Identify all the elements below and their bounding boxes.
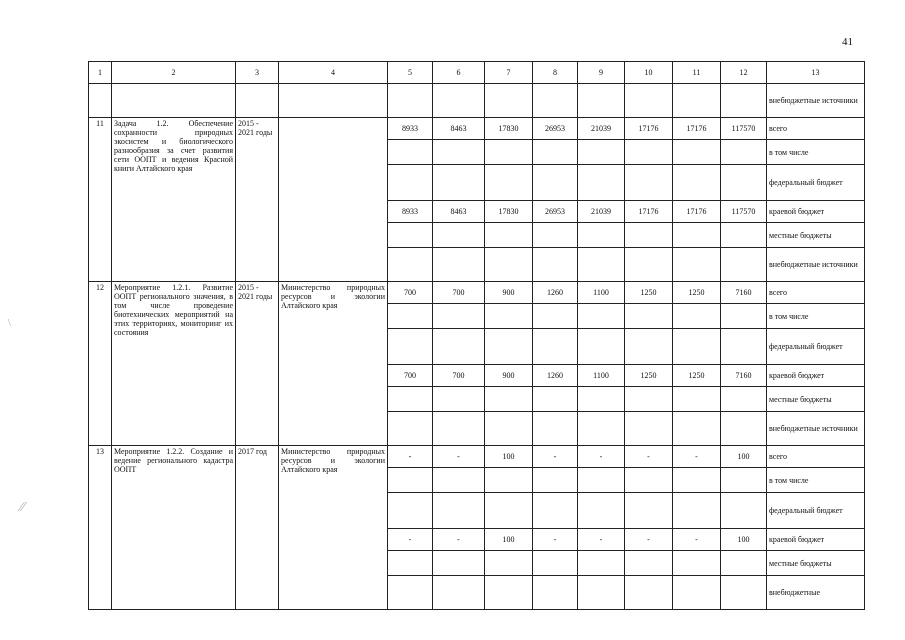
amount-cell: 900 — [485, 282, 533, 304]
amount-cell — [388, 493, 433, 529]
amount-cell: 100 — [485, 446, 533, 468]
amount-cell — [433, 576, 485, 610]
funding-source-label: федеральный бюджет — [767, 329, 865, 365]
amount-cell — [533, 248, 578, 282]
amount-cell: 700 — [433, 365, 485, 387]
amount-cell: 1250 — [673, 365, 721, 387]
column-header: 13 — [767, 62, 865, 84]
amount-cell — [673, 223, 721, 248]
executor: Министерство природных ресурсов и экологии Алтайского края — [279, 282, 388, 446]
column-header: 7 — [485, 62, 533, 84]
funding-source-label: внебюджетные источники — [767, 248, 865, 282]
amount-cell: - — [625, 446, 673, 468]
funding-source-label: краевой бюджет — [767, 365, 865, 387]
column-header: 6 — [433, 62, 485, 84]
amount-cell: - — [533, 529, 578, 551]
empty-cell — [485, 84, 533, 118]
amount-cell — [485, 493, 533, 529]
amount-cell — [388, 248, 433, 282]
amount-cell — [433, 329, 485, 365]
amount-cell — [388, 140, 433, 165]
amount-cell: 1260 — [533, 365, 578, 387]
amount-cell — [533, 165, 578, 201]
amount-cell — [721, 329, 767, 365]
amount-cell — [625, 140, 673, 165]
amount-cell — [485, 412, 533, 446]
funding-source-label: федеральный бюджет — [767, 493, 865, 529]
amount-cell — [625, 387, 673, 412]
amount-cell: 8463 — [433, 118, 485, 140]
amount-cell: 1250 — [625, 365, 673, 387]
amount-cell: 1250 — [673, 282, 721, 304]
amount-cell: 26953 — [533, 118, 578, 140]
funding-source-label: внебюджетные — [767, 576, 865, 610]
amount-cell — [485, 248, 533, 282]
funding-source-label: всего — [767, 282, 865, 304]
empty-cell — [433, 84, 485, 118]
amount-cell — [388, 304, 433, 329]
amount-cell: 900 — [485, 365, 533, 387]
amount-cell — [673, 493, 721, 529]
amount-cell — [433, 304, 485, 329]
amount-cell — [388, 165, 433, 201]
amount-cell — [625, 468, 673, 493]
column-header: 3 — [236, 62, 279, 84]
amount-cell — [533, 304, 578, 329]
amount-cell: - — [578, 529, 625, 551]
column-header: 11 — [673, 62, 721, 84]
activity-name: Мероприятие 1.2.2. Создание и ведение регионального кадастра ООПТ — [112, 446, 236, 610]
amount-cell: 1250 — [625, 282, 673, 304]
amount-cell — [578, 493, 625, 529]
amount-cell: - — [533, 446, 578, 468]
amount-cell: 700 — [388, 365, 433, 387]
amount-cell — [533, 468, 578, 493]
amount-cell: 8463 — [433, 201, 485, 223]
executor — [279, 118, 388, 282]
amount-cell — [578, 551, 625, 576]
amount-cell: 8933 — [388, 118, 433, 140]
amount-cell — [673, 576, 721, 610]
amount-cell — [433, 165, 485, 201]
amount-cell: 8933 — [388, 201, 433, 223]
row-index: 11 — [89, 118, 112, 282]
amount-cell — [673, 165, 721, 201]
amount-cell: 17176 — [673, 201, 721, 223]
column-header: 8 — [533, 62, 578, 84]
amount-cell — [533, 223, 578, 248]
table-row — [89, 118, 865, 140]
amount-cell — [533, 493, 578, 529]
amount-cell: 117570 — [721, 118, 767, 140]
amount-cell — [673, 412, 721, 446]
period: 2015 - 2021 годы — [236, 118, 279, 282]
amount-cell — [578, 468, 625, 493]
amount-cell — [388, 468, 433, 493]
funding-source-label: местные бюджеты — [767, 551, 865, 576]
amount-cell — [388, 387, 433, 412]
amount-cell — [433, 468, 485, 493]
amount-cell — [673, 468, 721, 493]
amount-cell: - — [673, 529, 721, 551]
amount-cell — [485, 304, 533, 329]
amount-cell — [721, 165, 767, 201]
amount-cell: 21039 — [578, 201, 625, 223]
amount-cell: 17176 — [625, 118, 673, 140]
amount-cell: 17830 — [485, 201, 533, 223]
carry-over-row — [89, 84, 865, 118]
empty-cell — [721, 84, 767, 118]
amount-cell: 117570 — [721, 201, 767, 223]
amount-cell — [433, 551, 485, 576]
amount-cell: - — [578, 446, 625, 468]
empty-cell — [112, 84, 236, 118]
amount-cell: 21039 — [578, 118, 625, 140]
amount-cell — [721, 412, 767, 446]
amount-cell — [388, 223, 433, 248]
activity-name: Задача 1.2. Обеспечение сохранности природных экосистем и биологического разнообразия за счет развития сети ООПТ и ведения Красной книги Алтайского края — [112, 118, 236, 282]
amount-cell — [485, 223, 533, 248]
table-body — [89, 62, 865, 610]
amount-cell — [578, 576, 625, 610]
empty-cell — [578, 84, 625, 118]
amount-cell — [625, 576, 673, 610]
amount-cell: 17176 — [673, 118, 721, 140]
amount-cell — [721, 248, 767, 282]
amount-cell — [433, 140, 485, 165]
funding-source-label: всего — [767, 118, 865, 140]
amount-cell — [433, 387, 485, 412]
amount-cell: 7160 — [721, 365, 767, 387]
column-header: 5 — [388, 62, 433, 84]
scan-artifact: ⁄⁄ — [20, 500, 25, 515]
amount-cell — [625, 329, 673, 365]
amount-cell — [485, 576, 533, 610]
amount-cell — [578, 248, 625, 282]
activity-name: Мероприятие 1.2.1. Развитие ООПТ регионального значения, в том числе проведение биотехнических мероприятий на этих территориях, мониторинг их состояния — [112, 282, 236, 446]
amount-cell — [533, 387, 578, 412]
amount-cell — [388, 551, 433, 576]
page-number: 41 — [842, 36, 853, 48]
empty-cell — [236, 84, 279, 118]
amount-cell: 26953 — [533, 201, 578, 223]
funding-source-label: в том числе — [767, 140, 865, 165]
amount-cell — [721, 223, 767, 248]
amount-cell: - — [673, 446, 721, 468]
table-row — [89, 446, 865, 468]
amount-cell: 17830 — [485, 118, 533, 140]
amount-cell — [721, 387, 767, 412]
row-index: 12 — [89, 282, 112, 446]
funding-source-label: местные бюджеты — [767, 387, 865, 412]
amount-cell: - — [433, 529, 485, 551]
amount-cell — [485, 468, 533, 493]
amount-cell — [533, 140, 578, 165]
amount-cell — [578, 329, 625, 365]
period: 2017 год — [236, 446, 279, 610]
funding-source-label: в том числе — [767, 468, 865, 493]
budget-table — [88, 61, 865, 610]
amount-cell — [533, 412, 578, 446]
amount-cell — [721, 140, 767, 165]
amount-cell — [625, 493, 673, 529]
column-header: 2 — [112, 62, 236, 84]
amount-cell — [721, 468, 767, 493]
amount-cell — [673, 140, 721, 165]
amount-cell — [673, 551, 721, 576]
amount-cell: 1100 — [578, 365, 625, 387]
amount-cell: 700 — [433, 282, 485, 304]
empty-cell — [89, 84, 112, 118]
amount-cell — [578, 304, 625, 329]
amount-cell — [433, 248, 485, 282]
amount-cell — [673, 387, 721, 412]
funding-source-label: всего — [767, 446, 865, 468]
column-header: 1 — [89, 62, 112, 84]
column-header: 9 — [578, 62, 625, 84]
amount-cell — [625, 223, 673, 248]
row-index: 13 — [89, 446, 112, 610]
amount-cell — [625, 304, 673, 329]
amount-cell: 100 — [485, 529, 533, 551]
column-header: 4 — [279, 62, 388, 84]
amount-cell: 100 — [721, 446, 767, 468]
amount-cell: 100 — [721, 529, 767, 551]
amount-cell — [485, 551, 533, 576]
amount-cell — [578, 387, 625, 412]
amount-cell: - — [625, 529, 673, 551]
amount-cell: - — [433, 446, 485, 468]
table-row — [89, 282, 865, 304]
amount-cell — [433, 223, 485, 248]
amount-cell — [625, 551, 673, 576]
amount-cell — [625, 412, 673, 446]
amount-cell — [533, 576, 578, 610]
empty-cell — [673, 84, 721, 118]
amount-cell: 17176 — [625, 201, 673, 223]
funding-source-label: краевой бюджет — [767, 529, 865, 551]
header-row — [89, 62, 865, 84]
period: 2015 - 2021 годы — [236, 282, 279, 446]
amount-cell — [485, 165, 533, 201]
amount-cell — [433, 493, 485, 529]
amount-cell — [485, 140, 533, 165]
executor: Министерство природных ресурсов и экологии Алтайского края — [279, 446, 388, 610]
empty-cell — [279, 84, 388, 118]
funding-source-label: внебюджетные источники — [767, 412, 865, 446]
amount-cell — [673, 329, 721, 365]
amount-cell — [721, 551, 767, 576]
amount-cell — [388, 329, 433, 365]
amount-cell — [578, 140, 625, 165]
amount-cell — [578, 165, 625, 201]
amount-cell — [673, 304, 721, 329]
column-header: 10 — [625, 62, 673, 84]
amount-cell — [578, 223, 625, 248]
amount-cell: - — [388, 529, 433, 551]
funding-source-label: федеральный бюджет — [767, 165, 865, 201]
amount-cell — [533, 551, 578, 576]
scan-artifact: \ — [8, 318, 11, 329]
amount-cell — [721, 304, 767, 329]
amount-cell: - — [388, 446, 433, 468]
amount-cell: 1100 — [578, 282, 625, 304]
amount-cell — [485, 387, 533, 412]
amount-cell: 700 — [388, 282, 433, 304]
amount-cell: 1260 — [533, 282, 578, 304]
amount-cell — [388, 412, 433, 446]
funding-source-label: краевой бюджет — [767, 201, 865, 223]
empty-cell — [533, 84, 578, 118]
amount-cell — [721, 576, 767, 610]
amount-cell — [625, 165, 673, 201]
funding-source-label: местные бюджеты — [767, 223, 865, 248]
amount-cell — [578, 412, 625, 446]
amount-cell — [673, 248, 721, 282]
amount-cell — [721, 493, 767, 529]
amount-cell — [485, 329, 533, 365]
amount-cell — [533, 329, 578, 365]
amount-cell — [625, 248, 673, 282]
amount-cell — [433, 412, 485, 446]
empty-cell — [625, 84, 673, 118]
amount-cell — [388, 576, 433, 610]
amount-cell: 7160 — [721, 282, 767, 304]
empty-cell — [388, 84, 433, 118]
funding-source-label: в том числе — [767, 304, 865, 329]
funding-source-label: внебюджетные источники — [767, 84, 865, 118]
column-header: 12 — [721, 62, 767, 84]
